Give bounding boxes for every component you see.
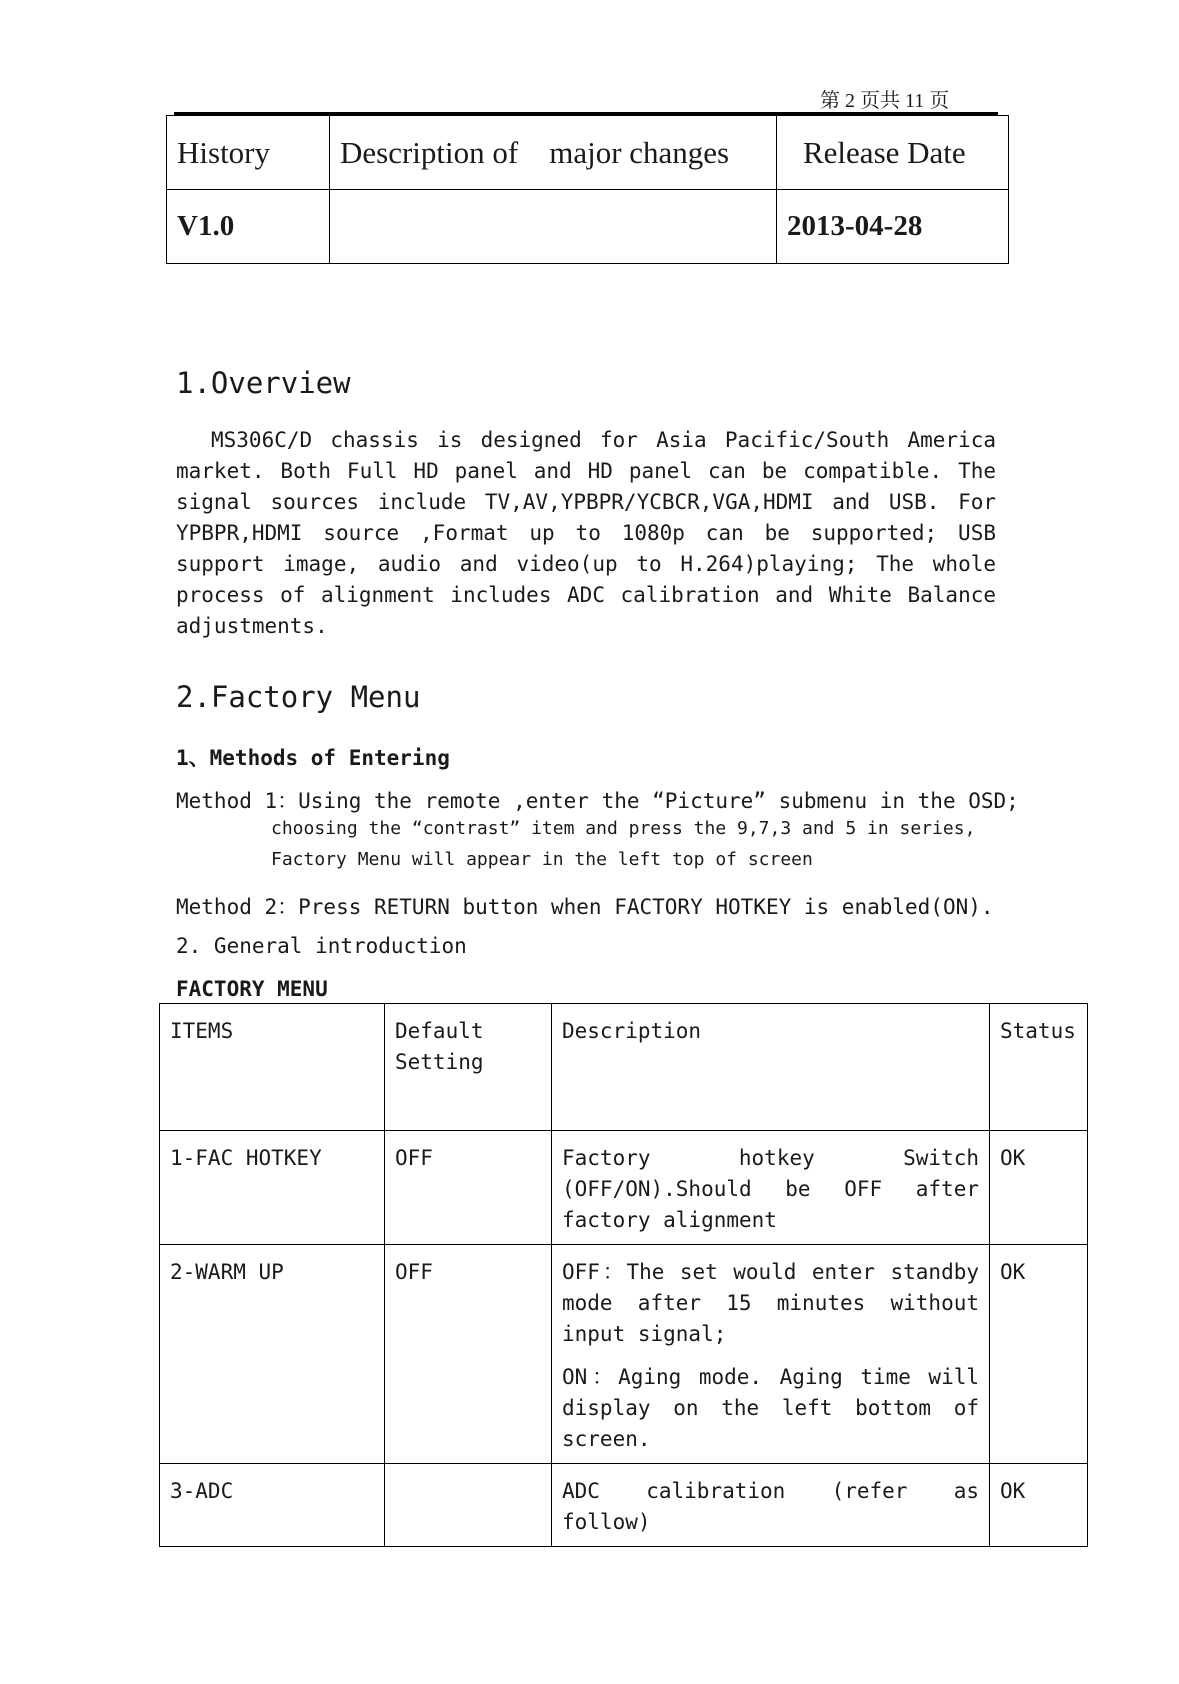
item-description [552,1245,990,1464]
item-status: OK [990,1131,1088,1245]
description-line: ADC calibration (refer as follow) [562,1479,979,1534]
header-default-setting: Default Setting [385,1004,552,1131]
method1-line2: choosing the “contrast” item and press the 9,7,3 and 5 in series, [271,818,976,839]
overview-paragraph [176,425,996,642]
general-intro-heading: 2. General introduction [176,934,467,958]
factory-menu-caption: FACTORY MENU [176,977,328,1001]
item-default: OFF [385,1245,552,1464]
history-version: V1.0 [167,190,330,264]
overview-title: 1.Overview [176,366,351,400]
page-number: 第 2 页共 11 页 [820,90,950,112]
history-header-release-date: Release Date [777,116,1009,190]
factory-menu-title: 2.Factory Menu [176,680,421,714]
factory-menu-table [159,1003,1088,1547]
header-status: Status [990,1004,1088,1131]
description-line: Factory hotkey Switch (OFF/ON).Should be OFF after factory alignment [562,1146,979,1232]
item-default [385,1464,552,1547]
item-default: OFF [385,1131,552,1245]
header-description: Description [552,1004,990,1131]
history-header-row [167,116,1009,190]
history-table [166,115,1009,264]
history-description [330,190,777,264]
table-row [160,1464,1088,1547]
methods-heading: 1、Methods of Entering [176,746,450,770]
method2-text: Method 2：Press RETURN button when FACTORY HOTKEY is enabled(ON). [176,895,994,919]
history-header-history: History [167,116,330,190]
method1-line1: Method 1：Using the remote ,enter the “Picture” submenu in the OSD; [176,789,1019,813]
description-line: ON：Aging mode. Aging time will display on the left bottom of screen. [562,1365,979,1451]
method1-line3: Factory Menu will appear in the left top of screen [271,849,813,870]
history-date: 2013-04-28 [777,190,1009,264]
item-name: 3-ADC [160,1464,385,1547]
item-name: 1-FAC HOTKEY [160,1131,385,1245]
table-row [160,1131,1088,1245]
header-items: ITEMS [160,1004,385,1131]
overview-paragraph-text: MS306C/D chassis is designed for Asia Pacific/South America market. Both Full HD panel and HD panel can be compatible. The signal sources include TV,AV,YPBPR/YCBCR,VGA,HDMI and USB. For YPBPR,HDMI source ,Format up to 1080p can be supported; USB support image, audio and video(up to H.264)playing; The whole process of alignment includes ADC calibration and White Balance adjustments. [176,428,996,638]
history-header-description: Description of major changes [330,116,777,190]
item-name: 2-WARM UP [160,1245,385,1464]
item-status: OK [990,1464,1088,1547]
history-row [167,190,1009,264]
item-description [552,1131,990,1245]
description-line: OFF：The set would enter standby mode after 15 minutes without input signal; [562,1260,979,1346]
table-row [160,1245,1088,1464]
item-status: OK [990,1245,1088,1464]
factory-table-header-row [160,1004,1088,1131]
item-description [552,1464,990,1547]
